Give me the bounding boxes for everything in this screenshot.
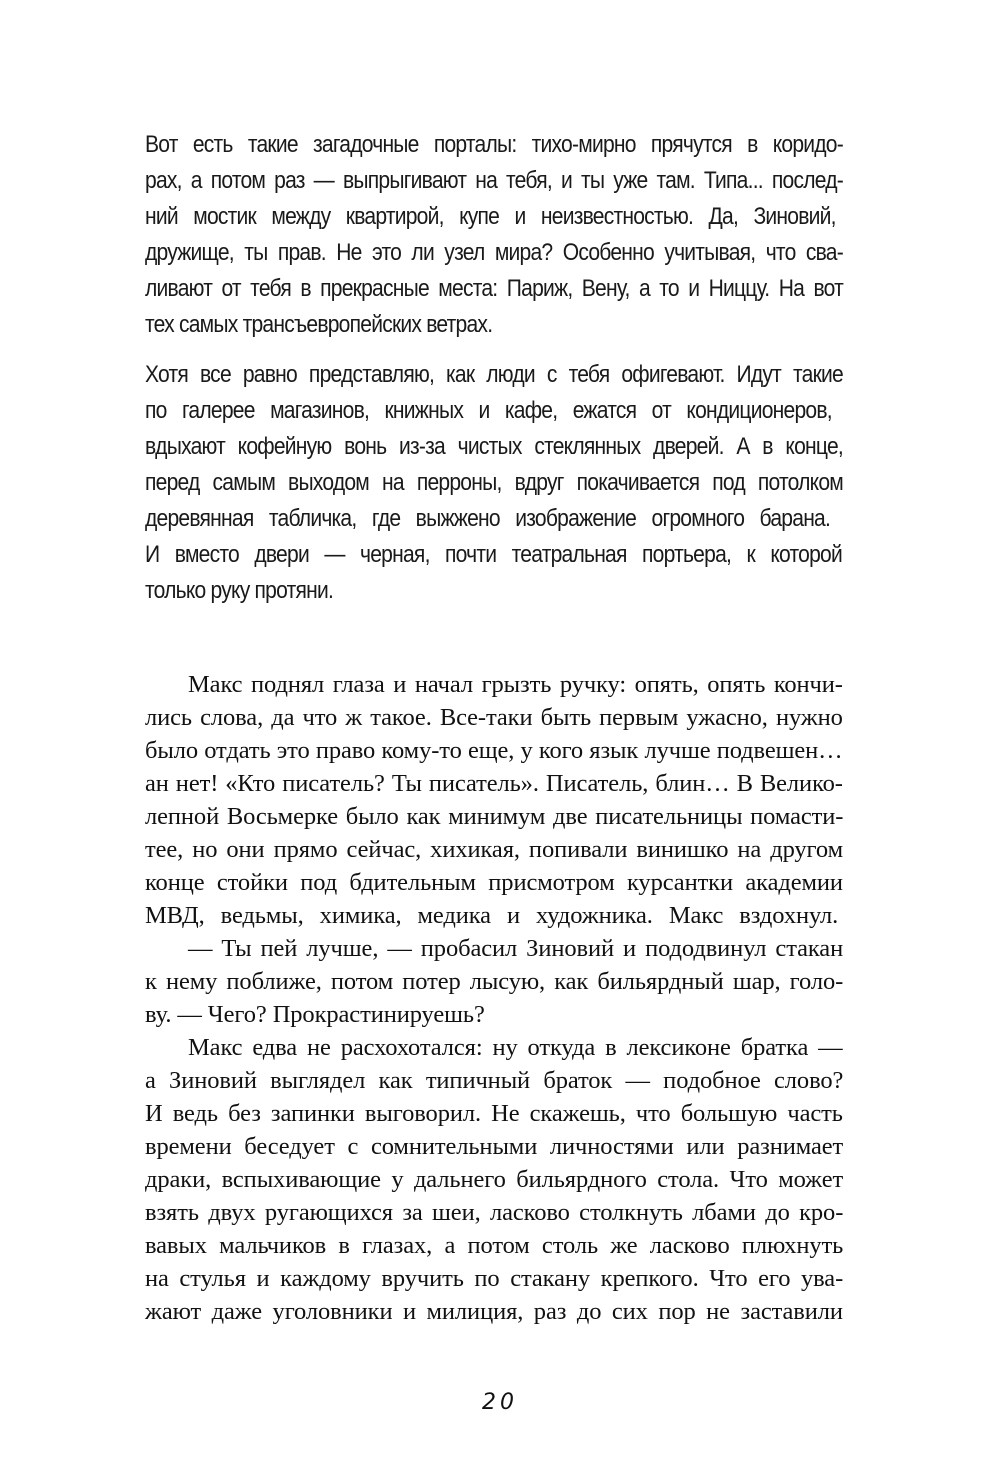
narrative-line: МВД, ведьмы, химика, медика и художника. Макс вздохнул. — [145, 902, 839, 929]
letter-line: Вот есть такие загадочные порталы: тихо-мирно прячутся в коридо- — [145, 131, 843, 158]
narrative-line: к нему поближе, потом потер лысую, как бильярдный шар, голо- — [145, 968, 844, 995]
letter-line: Хотя все равно представляю, как люди с тебя офигевают. Идут такие — [145, 361, 843, 388]
narrative-line: было отдать это право кому-то еще, у кого язык лучше подвешен… — [145, 737, 843, 764]
narrative-line: драки, вспыхивающие у дальнего бильярдного стола. Что может — [145, 1166, 844, 1193]
narrative-line: лись слова, да что ж такое. Все-таки быть первым ужасно, нужно — [145, 704, 843, 731]
letter-line: по галерее магазинов, книжных и кафе, ежатся от кондиционеров, — [145, 397, 832, 424]
letter-line: перед самым выходом на перроны, вдруг покачивается под потолком — [145, 469, 843, 496]
narrative-line: ву. — Чего? Прокрастинируешь? — [145, 1001, 485, 1028]
letter-line: деревянная табличка, где выжжено изображение огромного барана. — [145, 505, 831, 532]
narrative-line: тее, но они прямо сейчас, хихикая, попивали винишко на другом — [145, 836, 843, 863]
narrative-line: времени беседует с сомнительными личностями или разнимает — [145, 1133, 844, 1160]
narrative-line: вавых мальчиков в глазах, а потом столь же ласково плюхнуть — [145, 1232, 844, 1259]
letter-line: тех самых трансъевропейских ветрах. — [145, 311, 493, 338]
letter-line: дружище, ты прав. Не это ли узел мира? Особенно учитывая, что сва- — [145, 239, 844, 266]
letter-line: ливают от тебя в прекрасные места: Париж, Вену, а то и Ниццу. На вот — [145, 275, 843, 302]
letter-line: И вместо двери — черная, почти театральная портьера, к которой — [145, 541, 842, 568]
narrative-line: Макс поднял глаза и начал грызть ручку: опять, опять кончи- — [188, 671, 843, 698]
narrative-line: жают даже уголовники и милиция, раз до сих пор не заставили — [145, 1298, 843, 1325]
letter-line: вдыхают кофейную вонь из-за чистых стеклянных дверей. А в конце, — [145, 433, 843, 460]
letter-line: только руку протяни. — [145, 577, 334, 604]
letter-line: ний мостик между квартирой, купе и неизвестностью. Да, Зиновий, — [145, 203, 836, 230]
narrative-line: а Зиновий выглядел как типичный браток — подобное слово? — [145, 1067, 844, 1094]
narrative-line: конце стойки под бдительным присмотром курсантки академии — [145, 869, 843, 896]
page-number: 20 — [482, 1390, 518, 1415]
narrative-line: — Ты пей лучше, — пробасил Зиновий и пододвинул стакан — [188, 935, 844, 962]
narrative-line: Макс едва не расхохотался: ну откуда в лексиконе братка — — [188, 1034, 843, 1061]
narrative-line: лепной Восьмерке было как минимум две писательницы помасти- — [145, 803, 844, 830]
letter-line: рах, а потом раз — выпрыгивают на тебя, и ты уже там. Типа... послед- — [145, 167, 843, 194]
narrative-line: ан нет! «Кто писатель? Ты писатель». Писатель, блин… В Велико- — [145, 770, 843, 797]
narrative-line: И ведь без запинки выговорил. Не скажешь, что большую часть — [145, 1100, 843, 1127]
narrative-line: на стулья и каждому вручить по стакану крепкого. Что его ува- — [145, 1265, 844, 1292]
narrative-line: взять двух ругающихся за шеи, ласково столкнуть лбами до кро- — [145, 1199, 844, 1226]
